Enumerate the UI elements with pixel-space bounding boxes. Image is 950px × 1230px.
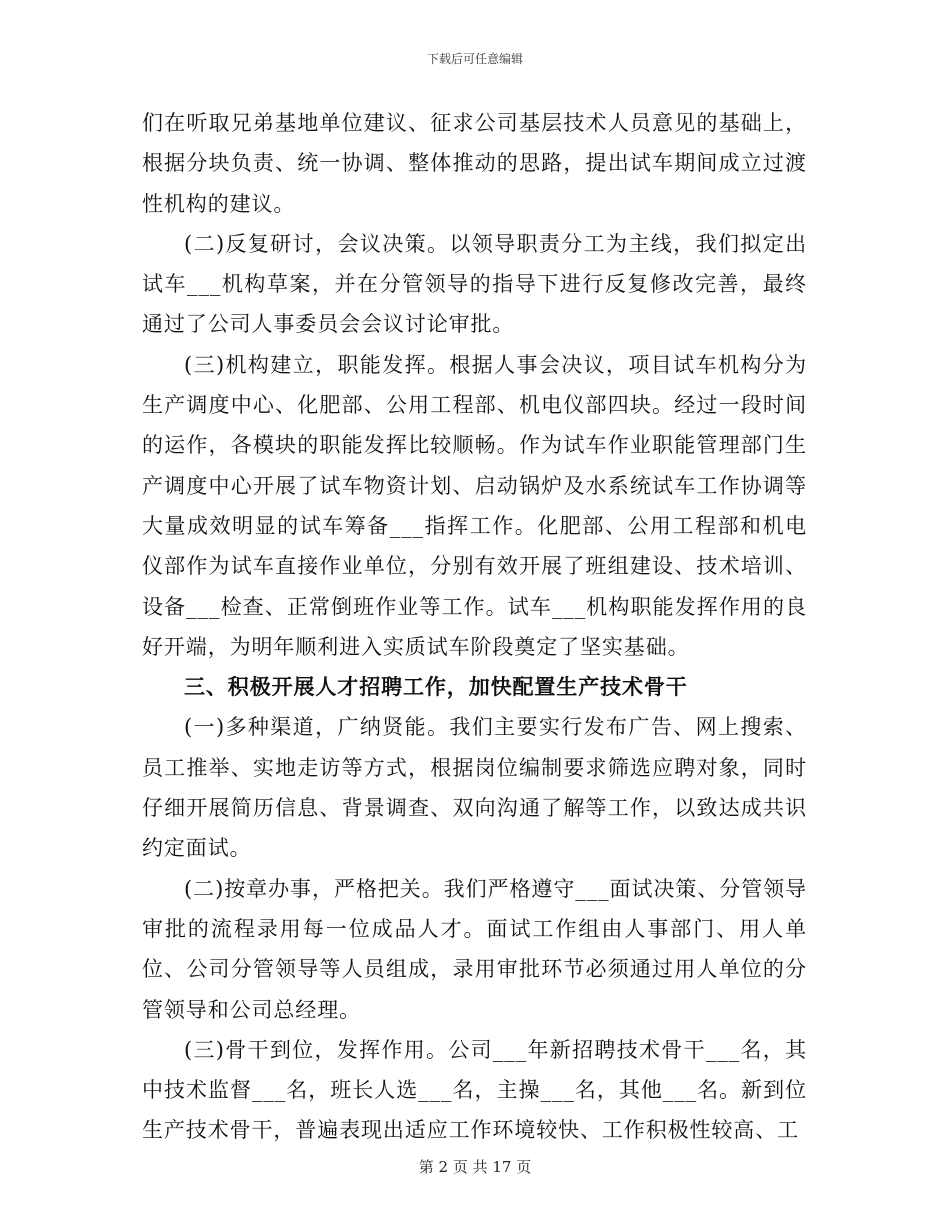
- paragraph-review-decision: (二)反复研讨，会议决策。以领导职责分工为主线，我们拟定出试车___机构草案，并在分管领导的指导下进行反复修改完善，最终通过了公司人事委员会会议讨论审批。: [142, 231, 807, 337]
- page-header: 下载后可任意编辑: [426, 52, 523, 66]
- page-number: 第 2 页 共 17 页: [418, 1158, 532, 1176]
- paragraph-recruitment-channels: (一)多种渠道，广纳贤能。我们主要实行发布广告、网上搜索、员工推举、实地走访等方式，根据岗位编制要求筛选应聘对象，同时仔细开展简历信息、背景调查、双向沟通了解等工作，以致达成共识约定面试。: [142, 715, 807, 861]
- section-heading-recruitment: 三、积极开展人才招聘工作，加快配置生产技术骨干: [184, 675, 688, 700]
- paragraph-recruitment-rules: (二)按章办事，严格把关。我们严格遵守___面试决策、分管领导审批的流程录用每一位成品人才。面试工作组由人事部门、用人单位、公司分管领导等人员组成，录用审批环节必须通过用人单位的分管领导和公司总经理。: [142, 876, 807, 1022]
- document-body: [142, 103, 807, 1151]
- paragraph-staff-arrival: (三)骨干到位，发挥作用。公司___年新招聘技术骨干___名，其中技术监督___名，班长人选___名，主操___名，其他___名。新到位生产技术骨干，普遍表现出适应工作环境较快、工作积极性较高、工: [142, 1037, 807, 1143]
- paragraph-organization-setup: (三)机构建立，职能发挥。根据人事会决议，项目试车机构分为生产调度中心、化肥部、公用工程部、机电仪部四块。经过一段时间的运作，各模块的职能发挥比较顺畅。作为试车作业职能管理部门生产调度中心开展了试车物资计划、启动锅炉及水系统试车工作协调等大量成效明显的试车筹备___指挥工作。化肥部、公用工程部和机电仪部作为试车直接作业单位，分别有效开展了班组建设、技术培训、设备___检查、正常倒班作业等工作。试车___机构职能发挥作用的良好开端，为明年顺利进入实质试车阶段奠定了坚实基础。: [142, 352, 807, 659]
- paragraph-continuation: 们在听取兄弟基地单位建议、征求公司基层技术人员意见的基础上，根据分块负责、统一协调、整体推动的思路，提出试车期间成立过渡性机构的建议。: [142, 111, 807, 216]
